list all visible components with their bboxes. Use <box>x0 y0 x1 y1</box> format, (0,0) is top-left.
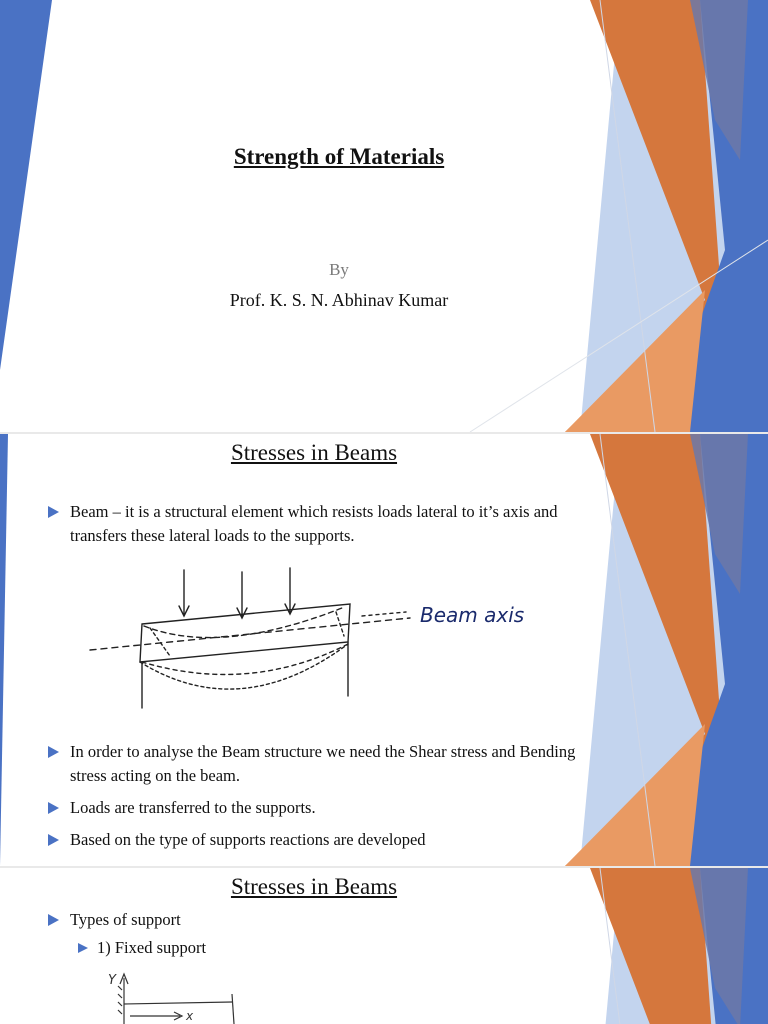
fixed-support-sketch <box>100 964 250 1024</box>
beam-sketch <box>80 564 560 714</box>
bullet-item <box>48 828 588 852</box>
bullet-text: In order to analyse the Beam structure we need the Shear stress and Bending stress acting on the beam. <box>70 742 576 785</box>
bullet-text: Loads are transferred to the supports. <box>70 798 316 817</box>
bullet-triangle-icon <box>48 802 59 814</box>
slide-heading: Stresses in Beams <box>230 440 398 465</box>
slide-title <box>0 0 768 432</box>
bullet-triangle-icon <box>78 943 88 953</box>
bullet-text: Types of support <box>70 910 181 929</box>
slide-heading: Stresses in Beams <box>230 874 398 899</box>
bullet-item <box>48 908 588 932</box>
slide-types-of-support <box>0 868 768 1024</box>
deco-left-blue-wedge <box>0 434 8 866</box>
bullet-list <box>48 908 588 940</box>
bullet-item <box>48 740 588 788</box>
beam-axis-label: Beam axis <box>420 603 525 627</box>
author-name: Prof. K. S. N. Abhinav Kumar <box>229 290 449 310</box>
bullet-text: Based on the type of supports reactions are developed <box>70 830 426 849</box>
slide-stresses-in-beams <box>0 434 768 866</box>
sub-bullet-text: 1) Fixed support <box>97 938 207 957</box>
bullet-list-top <box>48 500 588 556</box>
bullet-triangle-icon <box>48 506 59 518</box>
bullet-triangle-icon <box>48 746 59 758</box>
bullet-triangle-icon <box>48 834 59 846</box>
bullet-list-bottom <box>48 740 588 860</box>
sub-bullet-item <box>78 938 206 958</box>
bullet-triangle-icon <box>48 914 59 926</box>
presentation-title: Strength of Materials <box>233 144 445 169</box>
deco-left-blue-wedge <box>0 0 52 370</box>
slide-decoration <box>0 0 768 432</box>
bullet-item <box>48 796 588 820</box>
bullet-item <box>48 500 588 548</box>
axis-y-label: Y <box>108 973 116 988</box>
axis-x-label: x <box>186 1009 194 1023</box>
by-label: By <box>329 260 349 279</box>
bullet-text: Beam – it is a structural element which resists loads lateral to it’s axis and transfers these lateral loads to the supports. <box>70 502 558 545</box>
